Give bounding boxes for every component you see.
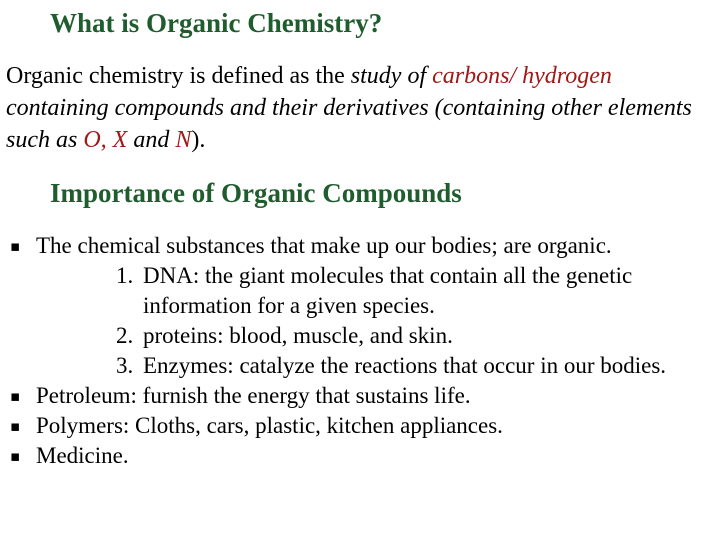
definition-highlight-n: N	[175, 127, 192, 153]
numbered-item-text: proteins: blood, muscle, and skin.	[143, 323, 453, 348]
square-bullet-icon: ▪	[10, 417, 21, 435]
list-item-text: Medicine.	[36, 443, 129, 468]
list-item	[10, 441, 716, 471]
list-item	[10, 411, 716, 441]
body-molecules-list	[36, 261, 716, 381]
item-number: 3.	[116, 353, 134, 378]
importance-list	[10, 231, 716, 471]
definition-paragraph	[6, 60, 718, 156]
definition-italic-and: and	[127, 127, 176, 153]
square-bullet-icon: ▪	[10, 237, 21, 255]
square-bullet-icon: ▪	[10, 447, 21, 465]
numbered-item	[116, 321, 716, 351]
definition-italic-compounds: containing compounds and their derivatives (containing other elements such as	[6, 95, 692, 153]
definition-closing: ).	[191, 127, 206, 153]
item-number: 1.	[116, 263, 134, 288]
definition-italic-study: study of	[350, 63, 433, 89]
list-item-text: Polymers: Cloths, cars, plastic, kitchen appliances.	[36, 413, 503, 438]
numbered-item	[116, 351, 716, 381]
square-bullet-icon: ▪	[10, 387, 21, 405]
section-heading: Importance of Organic Compounds	[50, 178, 462, 208]
item-number: 2.	[116, 323, 134, 348]
list-item-text: Petroleum: furnish the energy that sustains life.	[36, 383, 471, 408]
list-item	[10, 231, 716, 381]
list-item	[10, 381, 716, 411]
definition-highlight-carbons: carbons/ hydrogen	[432, 63, 612, 89]
numbered-item	[116, 261, 716, 321]
numbered-item-text: Enzymes: catalyze the reactions that occur in our bodies.	[143, 353, 667, 378]
slide-title: What is Organic Chemistry?	[50, 8, 383, 38]
numbered-item-text: DNA: the giant molecules that contain all the genetic information for a given species.	[143, 263, 633, 318]
definition-highlight-o-x: O, X	[83, 127, 128, 153]
definition-text: Organic chemistry is defined as the	[6, 63, 351, 89]
list-item-text: The chemical substances that make up our bodies; are organic.	[36, 233, 612, 258]
